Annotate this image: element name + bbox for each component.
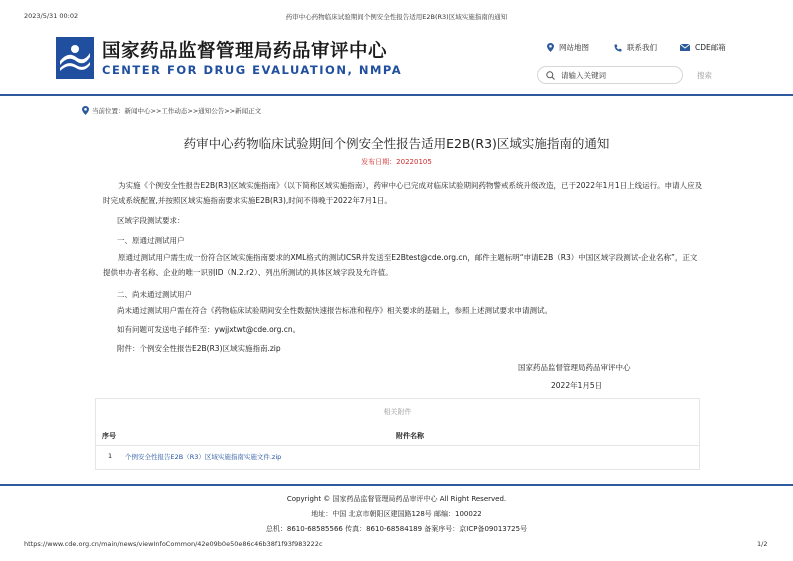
- sitemap-label: 网站地图: [559, 43, 589, 52]
- phone-icon: [614, 44, 622, 52]
- cde-mail-label: CDE邮箱: [695, 43, 726, 52]
- search-box: [537, 66, 683, 84]
- paragraph-contact: 如有问题可发送电子邮件至：ywjjxtwt@cde.org.cn。: [117, 325, 301, 334]
- search-input[interactable]: [561, 71, 671, 80]
- sitemap-link[interactable]: [547, 42, 589, 53]
- breadcrumb: [82, 106, 261, 115]
- footer-contact: 总机：8610-68585566 传真：8610-68584189 备案序号：京ICP备09013725号: [265, 525, 528, 533]
- header-rule: [0, 94, 793, 96]
- section-heading-2: 二、尚未通过测试用户: [117, 290, 192, 299]
- location-pin-icon: [82, 106, 89, 115]
- search-button[interactable]: 搜索: [697, 71, 712, 80]
- footer-address: 地址：中国 北京市朝阳区建国路128号 邮编：100022: [311, 510, 482, 518]
- publish-info: [0, 157, 793, 167]
- contact-label: 联系我们: [627, 43, 657, 52]
- nmpa-logo[interactable]: [56, 37, 94, 79]
- signature-org: 国家药品监督管理局药品审评中心: [518, 363, 631, 372]
- col-name-header: 附件名称: [396, 432, 424, 440]
- cde-mail-link[interactable]: [680, 42, 726, 53]
- attachments-title: 相关附件: [383, 408, 412, 416]
- print-page-title: 药审中心药物临床试验期间个例安全性报告适用E2B(R3)区域实施指南的通知: [285, 13, 508, 21]
- attachment-row-link[interactable]: 个例安全性报告E2B（R3）区域实施指南实施文件.zip: [125, 453, 282, 461]
- brand-name-cn: 国家药品监督管理局药品审评中心: [102, 41, 388, 62]
- footer-copyright: Copyright © 国家药品监督管理局药品审评中心 All Right Reserved.: [286, 495, 507, 503]
- footer-rule: [0, 484, 793, 486]
- paragraph-attachment: 附件：个例安全性报告E2B(R3)区域实施指南.zip: [117, 344, 281, 353]
- print-url: https://www.cde.org.cn/main/news/viewInfoCommon/42e09b0e50e86c46b38f1f93f983222c: [24, 540, 323, 548]
- search-icon: [546, 71, 555, 80]
- paragraph-passed-users: 原通过测试用户需生成一份符合区域实施指南要求的XML格式的测试ICSR并发送至E2Btest@cde.org.cn，邮件主题标明“申请E2B（R3）中国区域字段测试-企业名称”，正文提供申办者名称、企业的唯一识别ID（N.2.r2）、列出所测试的具体区域字段及允许值。: [103, 253, 698, 277]
- print-datetime: 2023/5/31 00:02: [24, 12, 79, 20]
- section-heading-1: 一、原通过测试用户: [117, 236, 185, 245]
- attachments-panel: [95, 398, 700, 470]
- article-title: 药审中心药物临床试验期间个例安全性报告适用E2B(R3)区域实施指南的通知: [183, 136, 610, 151]
- location-pin-icon: [547, 43, 554, 52]
- breadcrumb-text[interactable]: 当前位置：新闻中心>>工作动态>>通知公告>>新闻正文: [92, 107, 262, 115]
- attachments-header-row: [96, 426, 699, 446]
- attachment-row-index: 1: [108, 452, 113, 460]
- mail-icon: [680, 44, 690, 51]
- paragraph-intro: 为实施《个例安全性报告E2B(R3)区域实施指南》（以下简称区域实施指南），药审中心已完成对临床试验期间药物警戒系统升级改造，已于2022年1月1日上线运行。申请人应及时完成系统配置,并按照区域实施指南要求实施E2B(R3),时间不得晚于2022年7月1日。: [103, 181, 703, 205]
- paragraph-requirements: 区域字段测试要求：: [117, 216, 185, 225]
- print-page-number: 1/2: [757, 540, 768, 548]
- col-index-header: 序号: [102, 432, 116, 440]
- contact-link[interactable]: [614, 42, 657, 53]
- publish-label: 发布日期：: [361, 158, 397, 166]
- paragraph-new-users: 尚未通过测试用户需在符合《药物临床试验期间安全性数据快速报告标准和程序》相关要求的基础上，参照上述测试要求申请测试。: [117, 306, 552, 315]
- publish-date: 20220105: [396, 158, 432, 166]
- brand-name-en: CENTER FOR DRUG EVALUATION, NMPA: [102, 63, 403, 77]
- signature-date: 2022年1月5日: [551, 381, 603, 390]
